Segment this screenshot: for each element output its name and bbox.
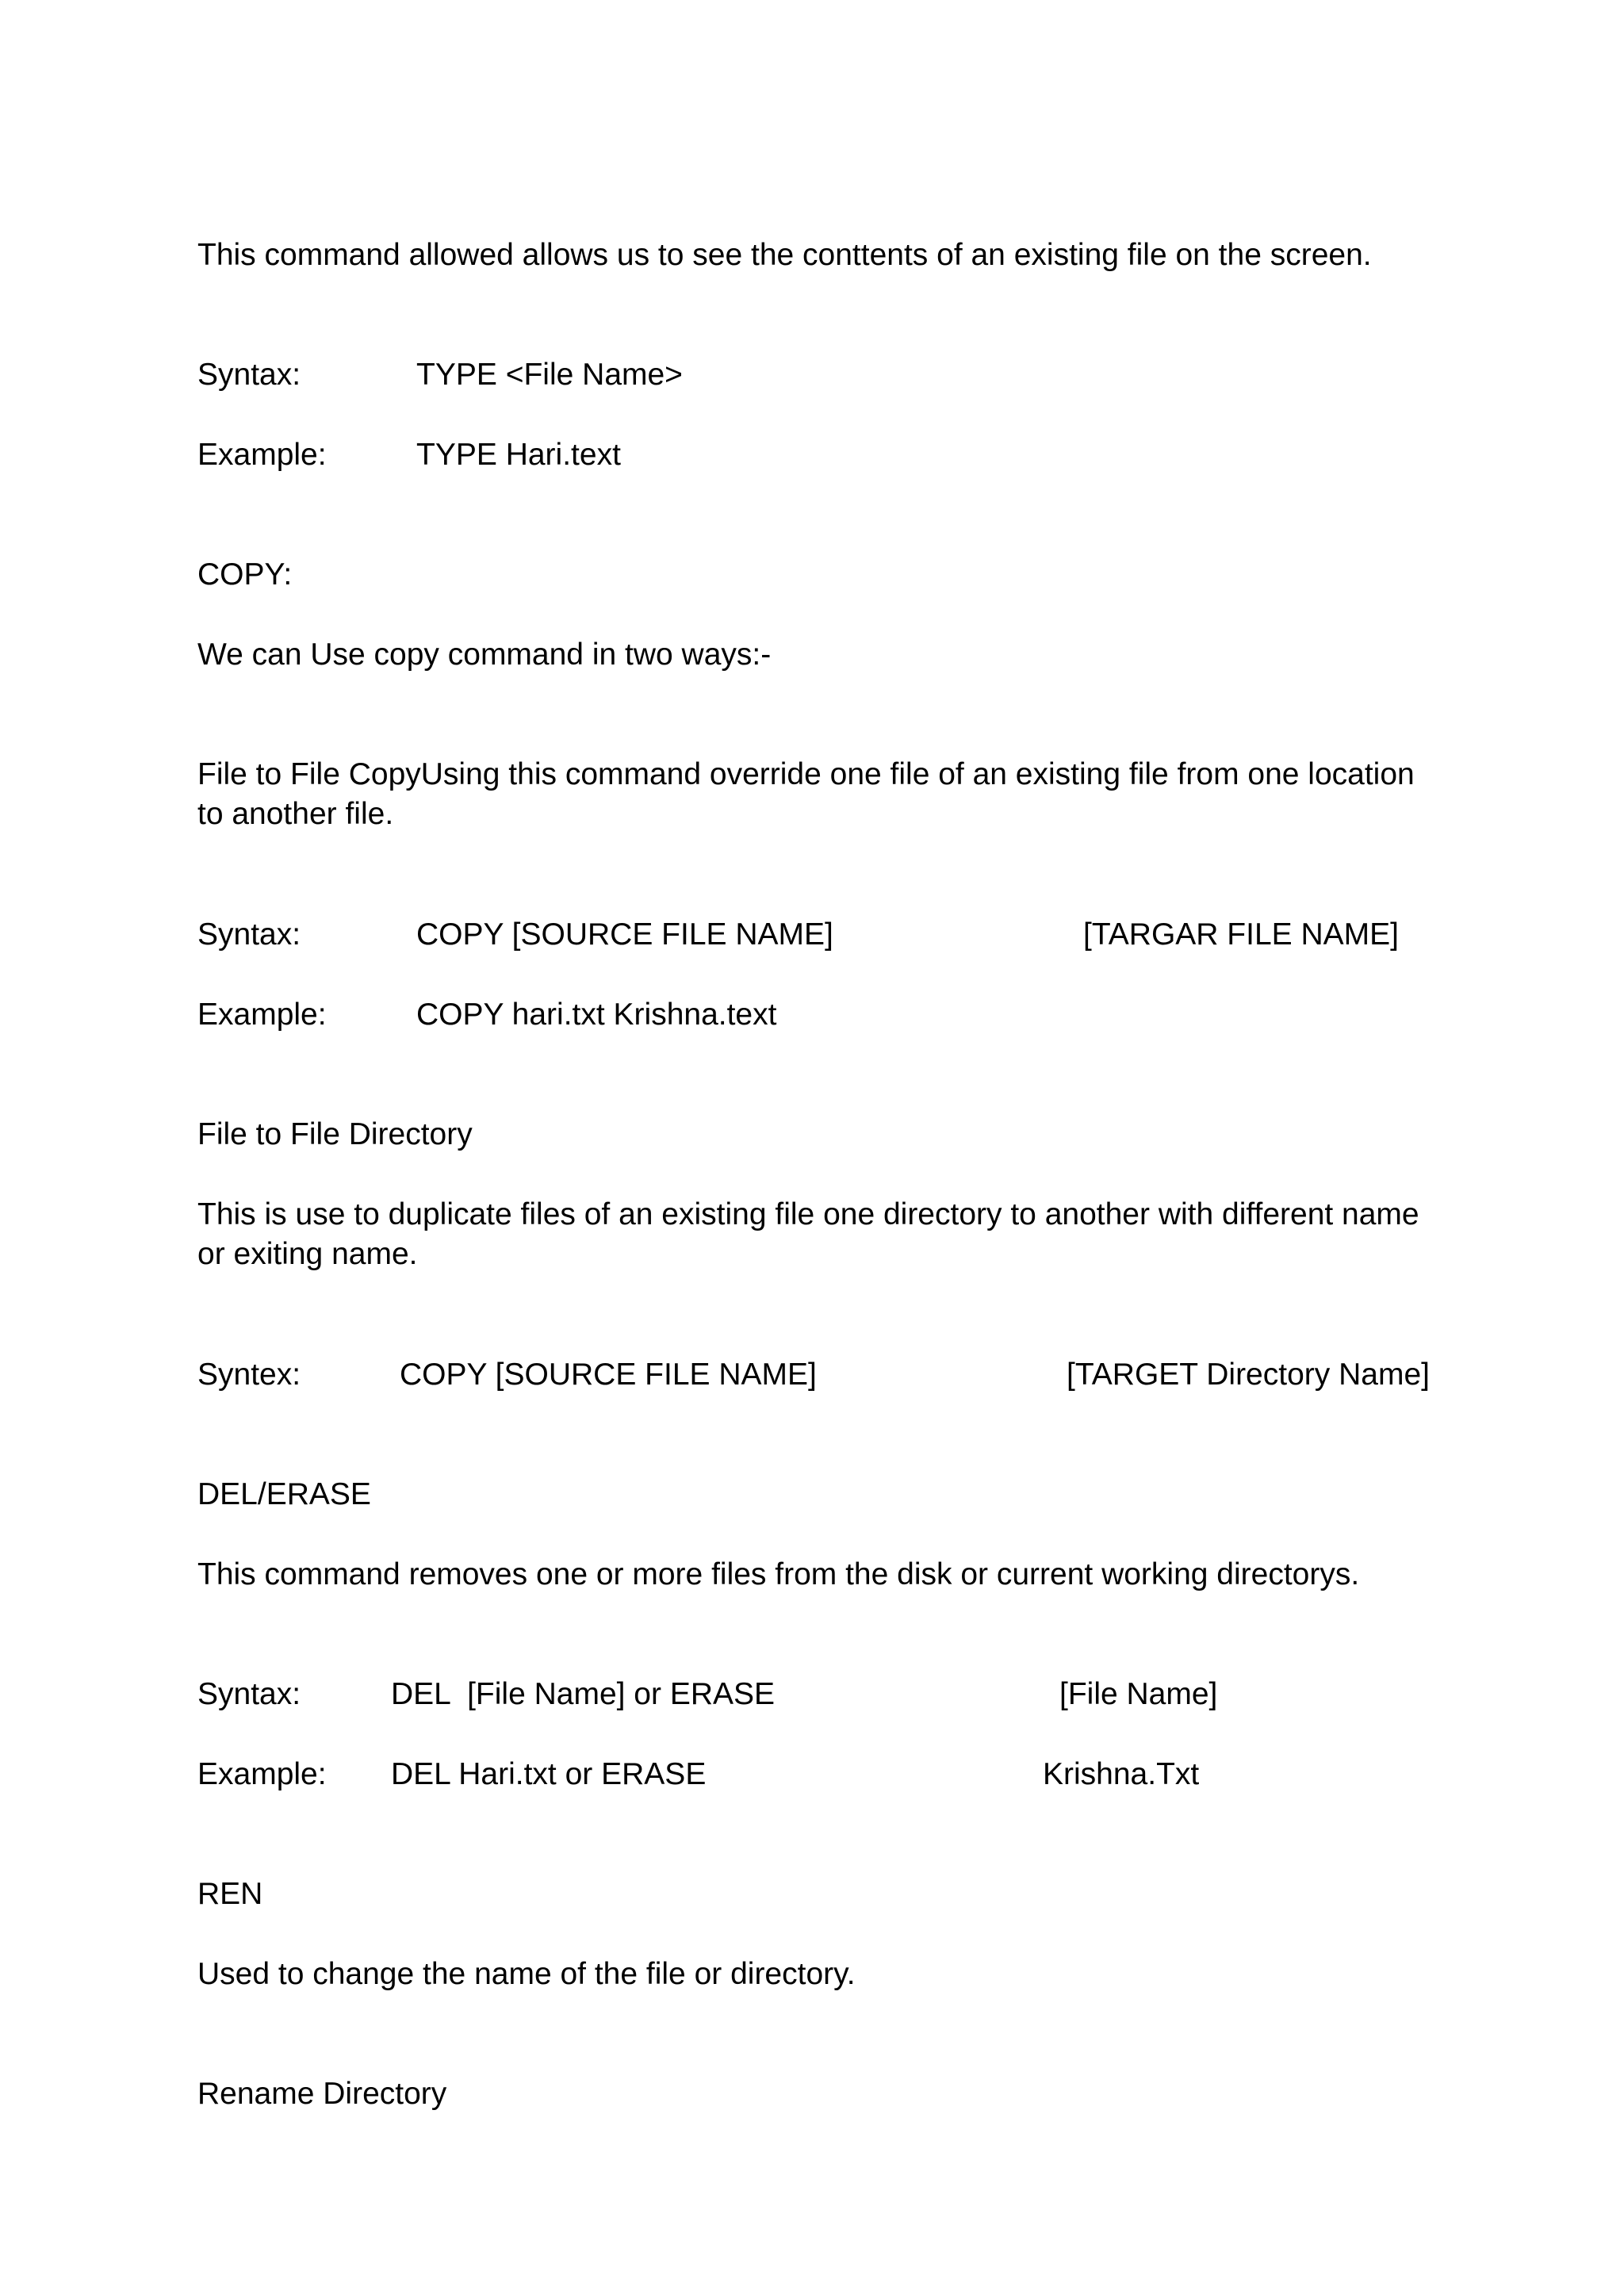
del-syntax-label: Syntax: [197,1677,301,1711]
copy-example-value: COPY hari.txt Krishna.text [416,998,777,1032]
rename-directory-heading: Rename Directory [197,2077,447,2111]
del-syntax-target: [File Name] [1059,1677,1218,1711]
copy-dir-syntax-target: [TARGET Directory Name] [1067,1358,1430,1392]
file-to-file-description: File to File CopyUsing this command override one file of an existing file from one location to another file. [197,757,1415,831]
copy-syntax-value: COPY [SOURCE FILE NAME] [416,917,833,952]
del-syntax-value: DEL [File Name] or ERASE [391,1677,776,1711]
type-example-label: Example: [197,438,327,472]
intro-text: This command allowed allows us to see the conttents of an existing file on the screen. [197,238,1372,272]
del-example-label: Example: [197,1757,327,1791]
del-example-value: DEL Hari.txt or ERASE [391,1757,707,1791]
copy-example-label: Example: [197,998,327,1032]
copy-syntax-label: Syntax: [197,917,301,952]
ren-heading: REN [197,1877,263,1911]
type-syntax-label: Syntax: [197,358,301,392]
copy-intro: We can Use copy command in two ways:- [197,638,772,672]
del-heading: DEL/ERASE [197,1477,371,1511]
file-to-directory-description: This is use to duplicate files of an existing file one directory to another with different name or exiting name. [197,1197,1419,1271]
copy-dir-syntax-value: COPY [SOURCE FILE NAME] [400,1358,817,1392]
ren-description: Used to change the name of the file or directory. [197,1957,856,1991]
copy-syntax-target: [TARGAR FILE NAME] [1083,917,1399,952]
copy-heading: COPY: [197,557,293,592]
del-description: This command removes one or more files from the disk or current working directorys. [197,1557,1360,1591]
file-to-directory-heading: File to File Directory [197,1117,473,1151]
type-example-value: TYPE Hari.text [416,438,621,472]
type-syntax-value: TYPE <File Name> [416,358,683,392]
copy-dir-syntax-label: Syntex: [197,1358,301,1392]
del-example-target: Krishna.Txt [1043,1757,1200,1791]
